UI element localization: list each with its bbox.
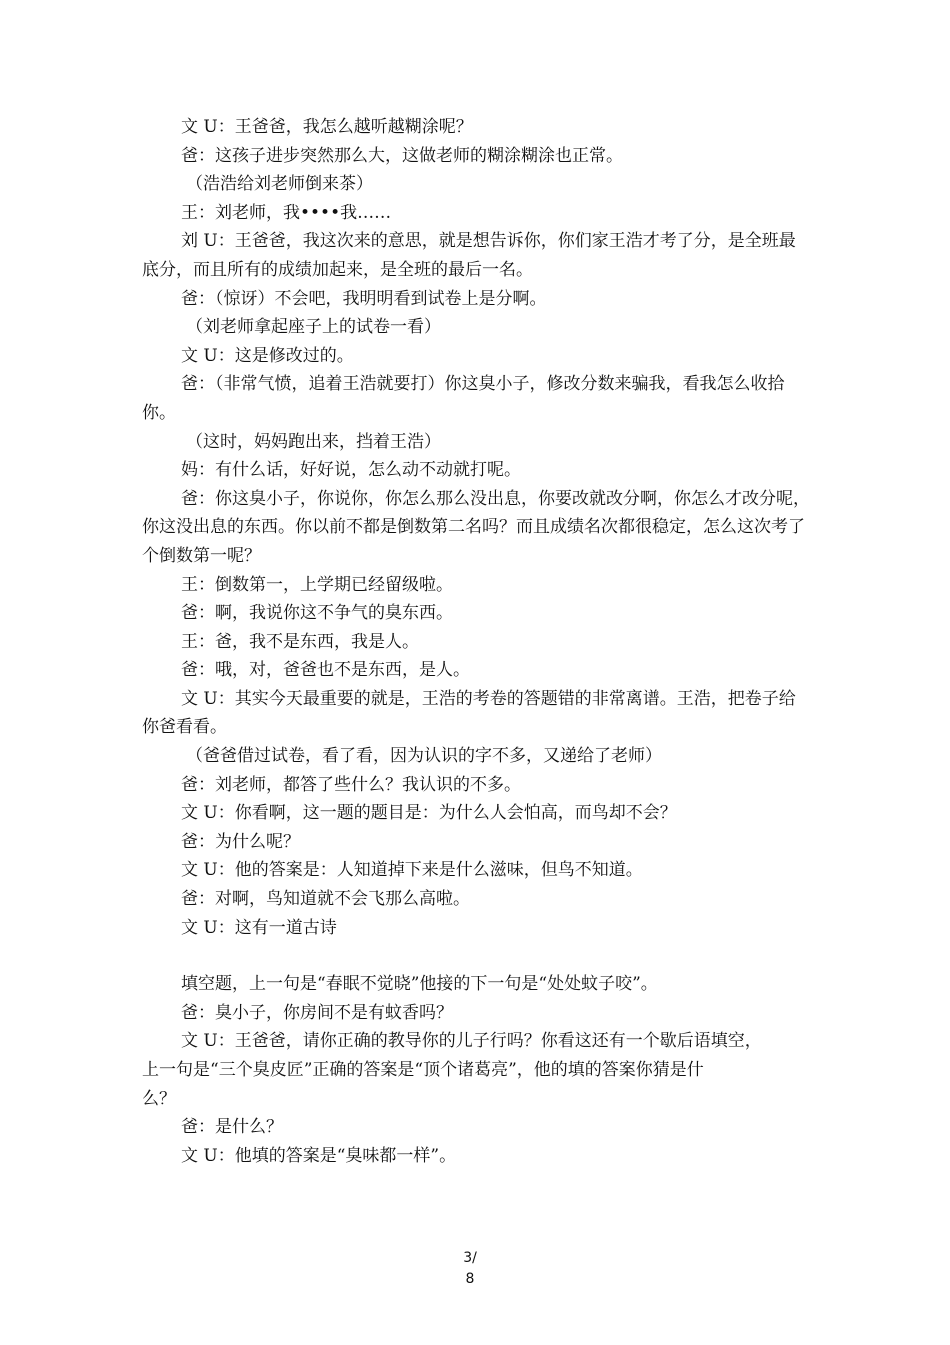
dialogue-line: 文 U：王爸爸，我怎么越听越糊涂呢？ [181,117,473,137]
dialogue-line: 爸：（非常气愤，追着王浩就要打）你这臭小子，修改分数来骗我，看我怎么收拾你。 [142,374,785,423]
dialogue-line: 爸：是什么？ [181,1117,283,1138]
dialogue-line-continued: 上一句是“三个臭皮匠”正确的答案是“顶个诸葛亮”，他的填的答案你猜是什 [142,1060,704,1080]
stage-direction: （浩浩给刘老师倒来茶） [186,174,373,195]
dialogue-line: 王：爸，我不是东西，我是人。 [181,631,419,652]
dialogue-line: 文 U：他填的答案是“臭味都一样”。 [181,1145,457,1166]
page-number [450,1248,490,1290]
dialogue-line: 爸：哦，对，爸爸也不是东西，是人。 [181,660,470,681]
dialogue-line: 文 U：这是修改过的。 [181,345,354,366]
dialogue-line: 文 U：王爸爸，请你正确的教导你的儿子行吗？你看这还有一个歇后语填空， [181,1031,762,1052]
stage-direction: （这时，妈妈跑出来，挡着王浩） [186,431,441,452]
dialogue-line: 文 U：你看啊，这一题的题目是：为什么人会怕高，而鸟却不会？ [181,803,677,824]
dialogue-line: 爸：对啊，鸟知道就不会飞那么高啦。 [181,889,470,910]
script-body [142,113,812,1170]
dialogue-line: 爸：这孩子进步突然那么大，这做老师的糊涂糊涂也正常。 [181,145,623,166]
dialogue-line: 爸：刘老师，都答了些什么？我认识的不多。 [181,774,521,795]
dialogue-line: 王：倒数第一，上学期已经留级啦。 [181,574,453,595]
dialogue-line: 王：刘老师，我••••我…… [181,202,392,223]
dialogue-line: 文 U：其实今天最重要的就是，王浩的考卷的答题错的非常离谱。王浩，把卷子给你爸看看。 [142,688,796,738]
stage-direction: （刘老师拿起座子上的试卷一看） [186,317,441,338]
page-number-total: 8 [465,1271,475,1287]
dialogue-line-continued: 么？ [142,1088,176,1109]
dialogue-line: 爸：你这臭小子，你说你，你怎么那么没出息，你要改就改分啊，你怎么才改分呢，你这没出息的东西。你以前不都是倒数第二名吗？而且成绩名次都很稳定，怎么这次考了个倒数第一呢？ [142,488,810,566]
dialogue-line: 刘 U：王爸爸，我这次来的意思，就是想告诉你，你们家王浩才考了分，是全班最底分，而且所有的成绩加起来，是全班的最后一名。 [142,231,796,280]
dialogue-line: 填空题，上一句是“春眠不觉晓”他接的下一句是“处处蚊子咬”。 [181,974,658,995]
page-number-current: 3/ [463,1250,477,1266]
dialogue-line: 文 U：这有一道古诗 [181,917,337,938]
dialogue-line: 爸：（惊讶）不会吧，我明明看到试卷上是分啊。 [181,288,547,309]
stage-direction: （爸爸借过试卷，看了看，因为认识的字不多，又递给了老师） [186,746,662,767]
dialogue-line: 文 U：他的答案是：人知道掉下来是什么滋味，但鸟不知道。 [181,860,643,881]
paragraph-gap [142,942,812,970]
dialogue-line: 爸：啊，我说你这不争气的臭东西。 [181,603,453,624]
dialogue-line: 妈：有什么话，好好说，怎么动不动就打呢。 [181,460,521,481]
dialogue-line: 爸：为什么呢？ [181,831,300,852]
dialogue-line: 爸：臭小子，你房间不是有蚊香吗？ [181,1002,453,1023]
